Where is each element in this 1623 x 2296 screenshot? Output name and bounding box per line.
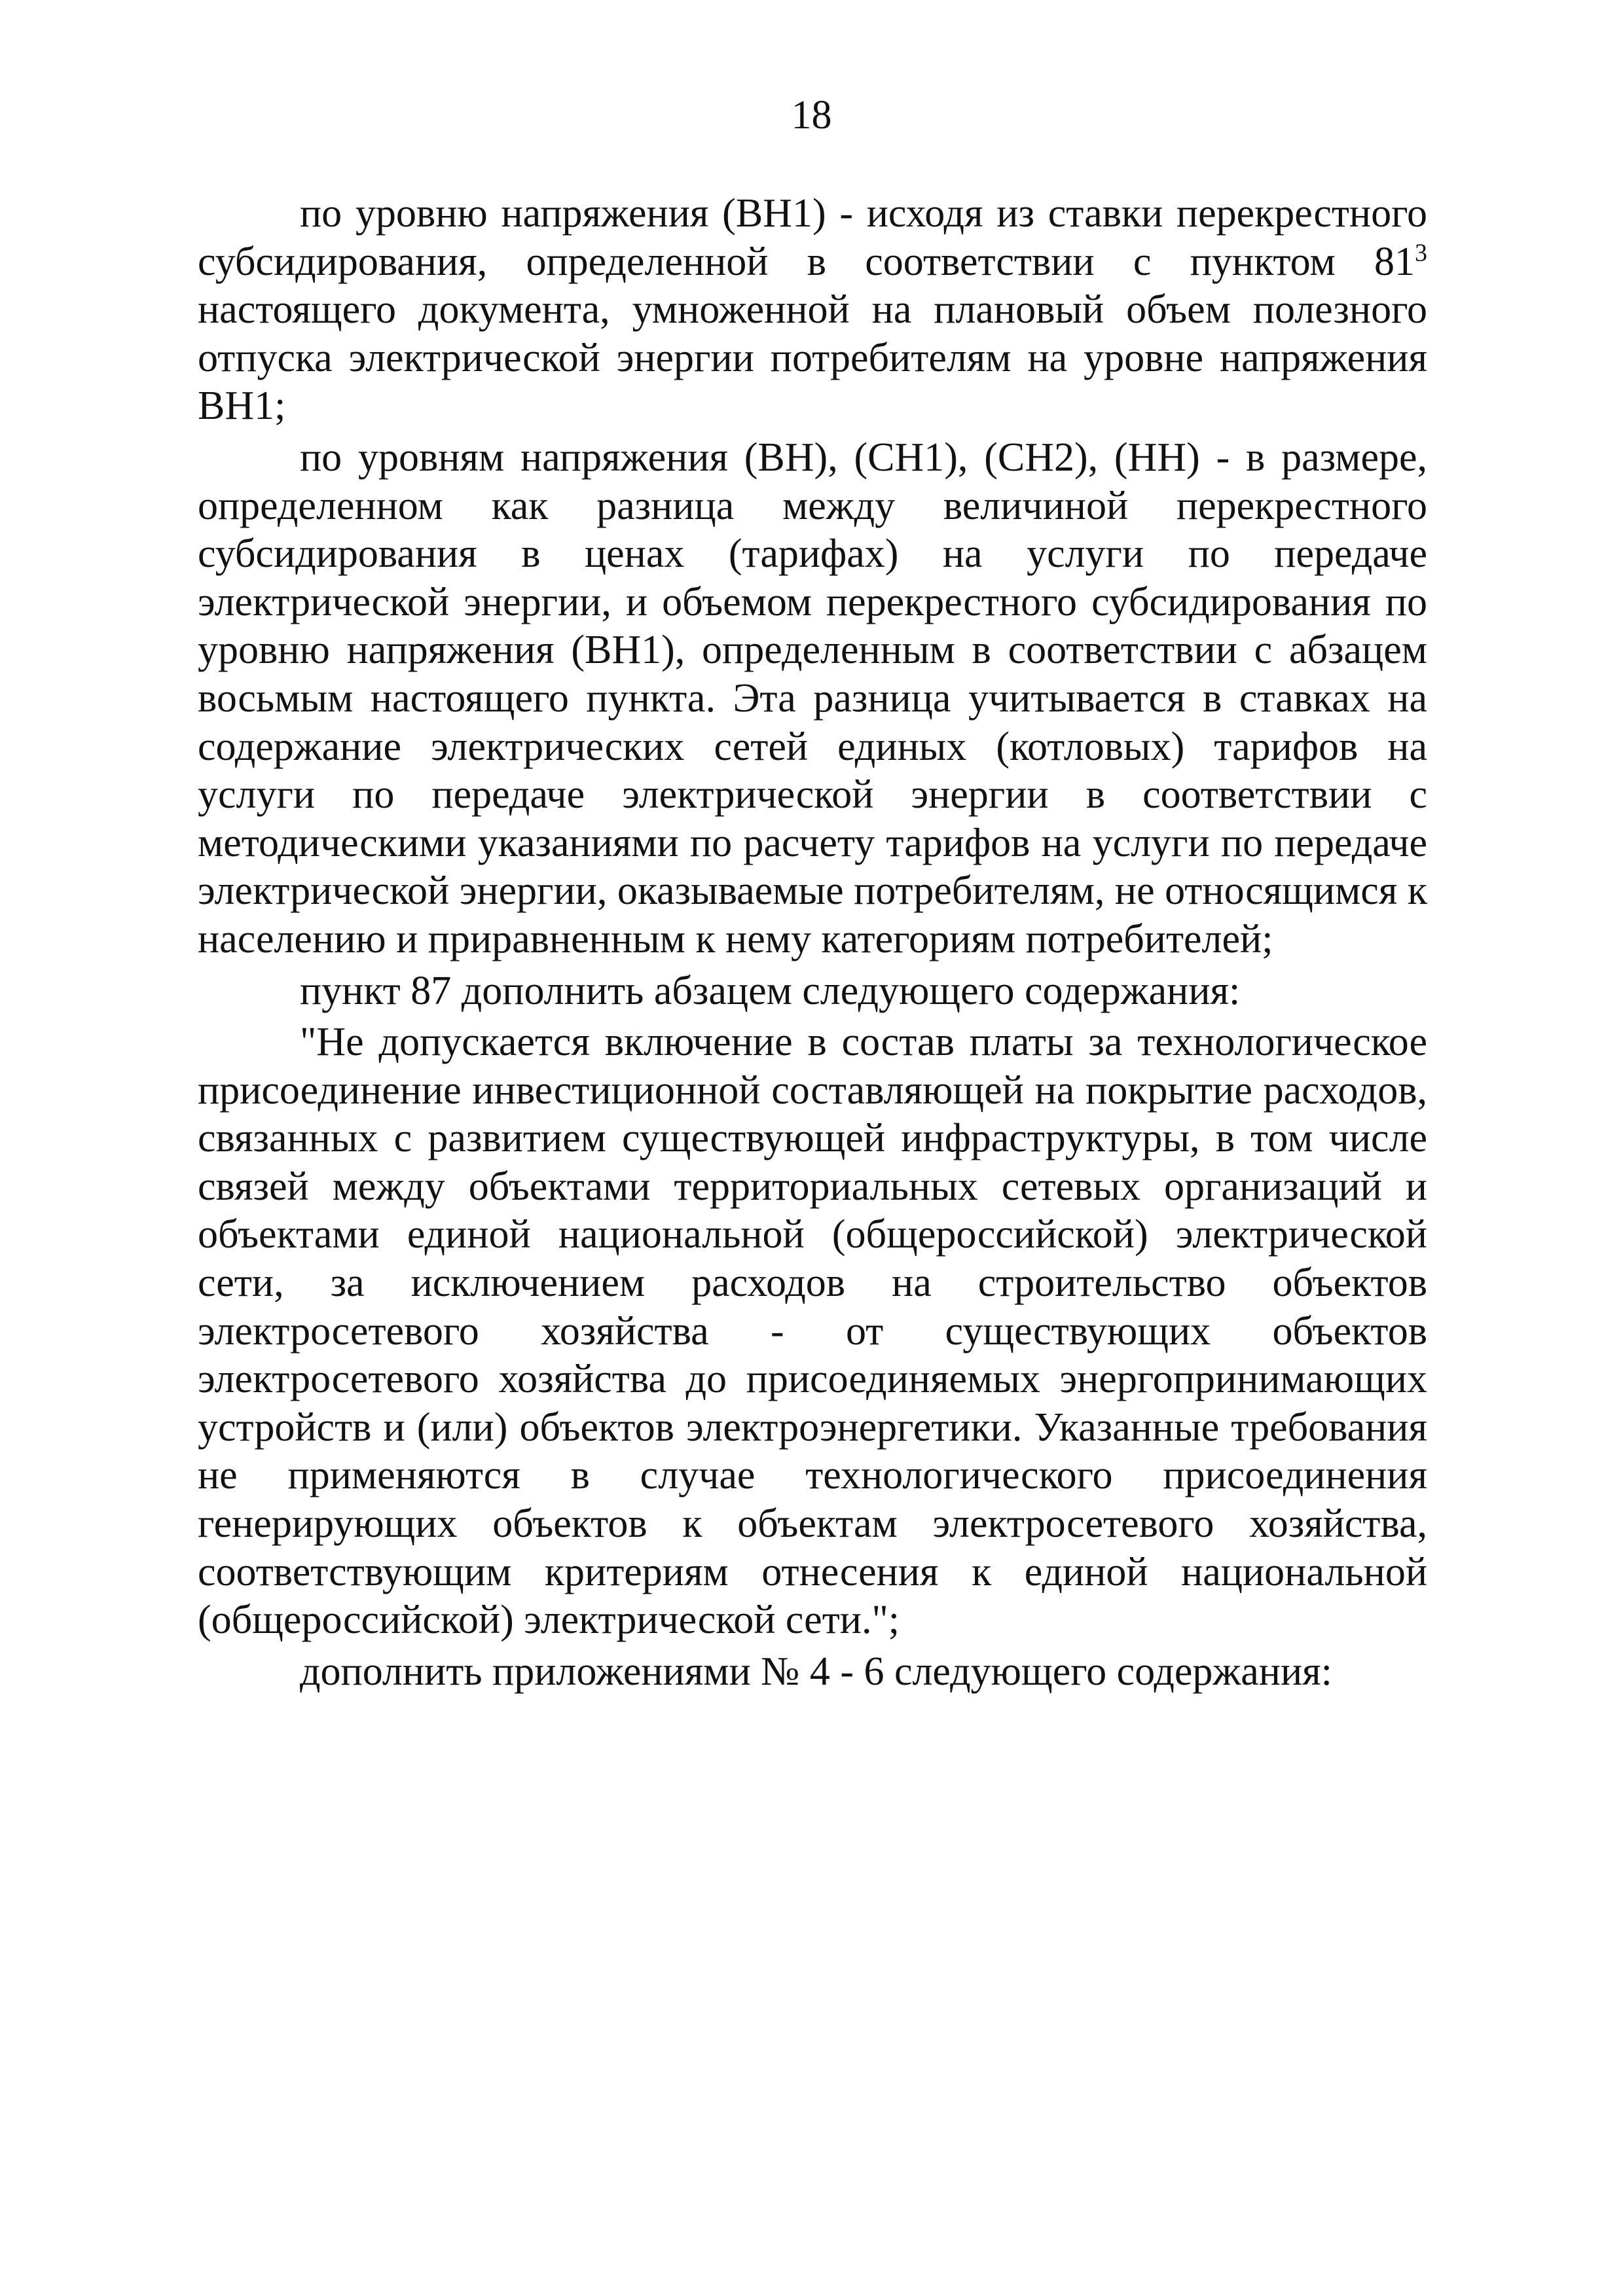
paragraph-appendices-addition: дополнить приложениями № 4 - 6 следующего содержания:	[300, 1649, 1332, 1694]
paragraph-text-continued: настоящего документа, умноженной на плановый объем полезного отпуска электрической энергии потребителям на уровне напряжения ВН1;	[198, 287, 1427, 429]
paragraph-voltage-levels: по уровням напряжения (ВН), (СН1), (СН2), (НН) - в размере, определенном как разница между величиной перекрестного субсидирования в ценах (тарифах) на услуги по передаче электрической энергии, и объемом перекрестного субсидирования по уровню напряжения (ВН1), определенным в соответствии с абзацем восьмым настоящего пункта. Эта разница учитывается в ставках на содержание электрических сетей единых (котловых) тарифов на услуги по передаче электрической энергии в соответствии с методическими указаниями по расчету тарифов на услуги по передаче электрической энергии, оказываемые потребителям, не относящимся к населению и приравненным к нему категориям потребителей;	[198, 435, 1427, 961]
paragraph-item-87-amendment: пункт 87 дополнить абзацем следующего содержания:	[300, 968, 1241, 1013]
paragraph-vn1-cross-subsidy	[198, 190, 1427, 431]
page-number: 18	[791, 93, 832, 137]
paragraph-text: по уровню напряжения (ВН1) - исходя из ставки перекрестного субсидирования, определенной в соответствии с пунктом 81	[198, 191, 1427, 284]
paragraph-quoted-provision: "Не допускается включение в состав платы за технологическое присоединение инвестиционной составляющей на покрытие расходов, связанных с развитием существующей инфраструктуры, в том числе связей между объектами территориальных сетевых организаций и объектами единой национальной (общероссийской) электрической сети, за исключением расходов на строительство объектов электросетевого хозяйства - от существующих объектов электросетевого хозяйства до присоединяемых энергопринимающих устройств и (или) объектов электроэнергетики. Указанные требования не применяются в случае технологического присоединения генерирующих объектов к объектам электросетевого хозяйства, соответствующим критериям отнесения к единой национальной (общероссийской) электрической сети.";	[198, 1020, 1427, 1643]
document-body	[198, 190, 1427, 1696]
superscript-index: 3	[1415, 238, 1427, 266]
